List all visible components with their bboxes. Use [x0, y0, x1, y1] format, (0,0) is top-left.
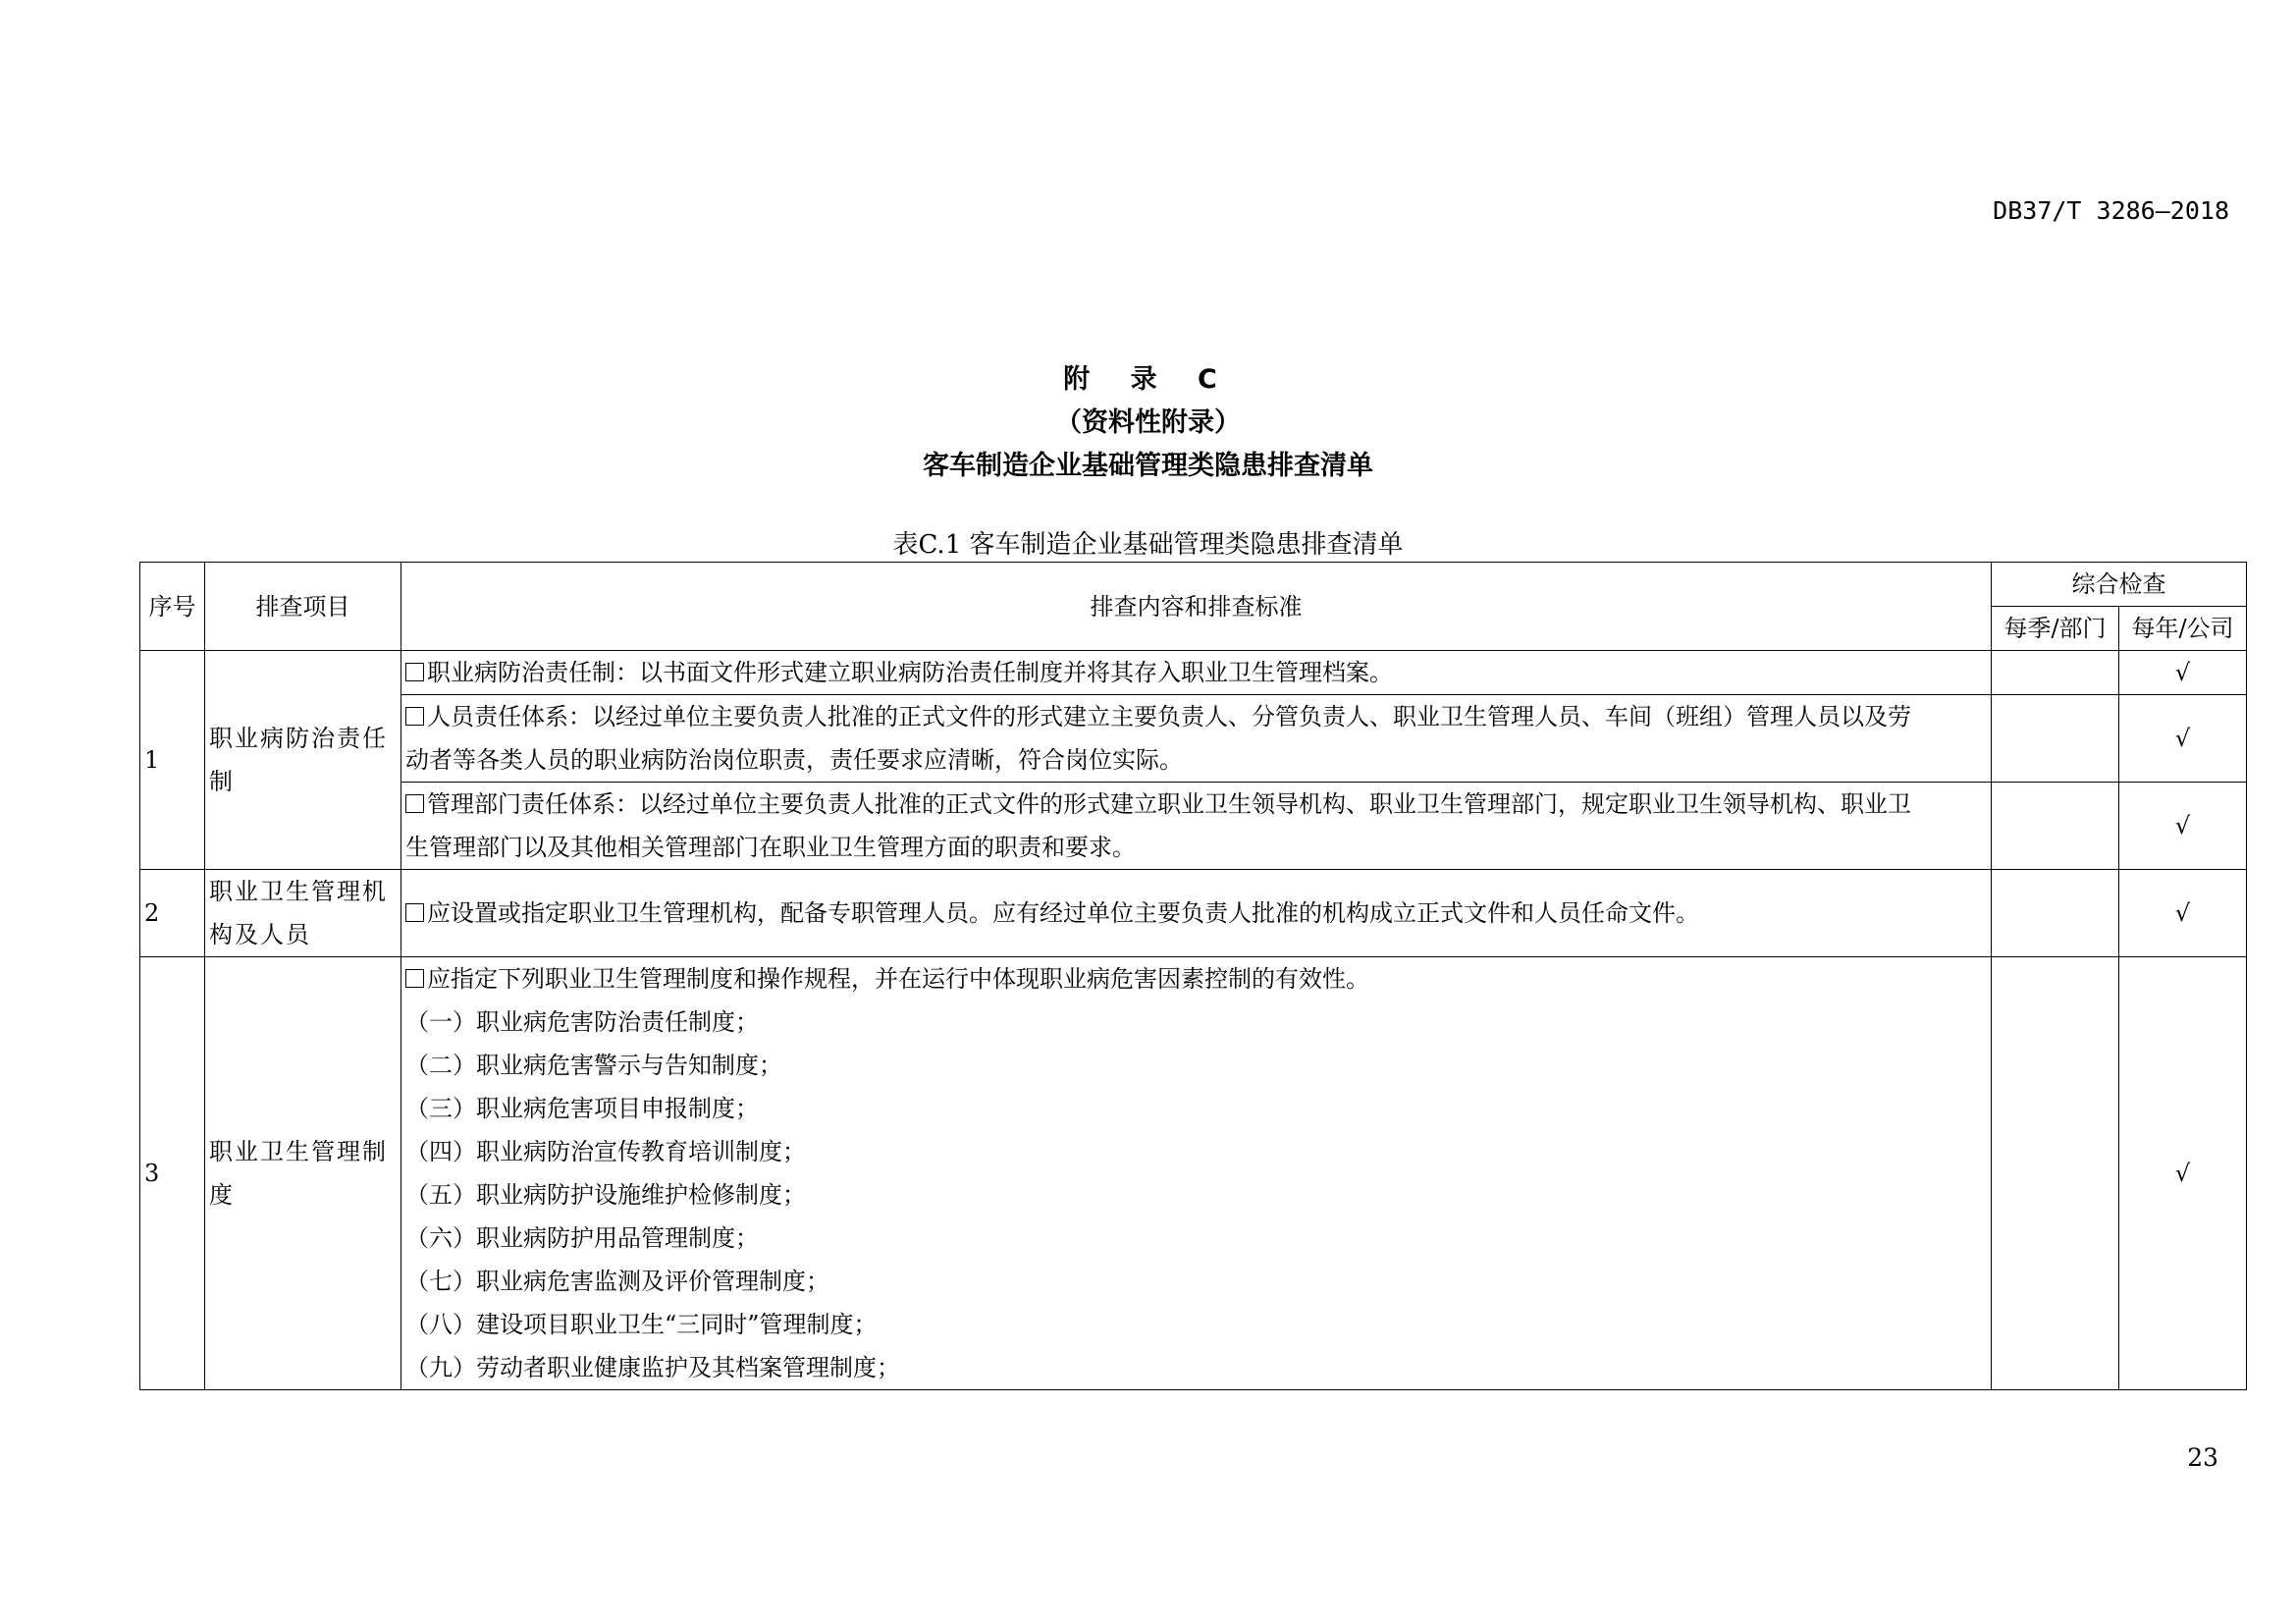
header-item: 排查项目	[205, 563, 401, 651]
table-row	[140, 695, 2247, 783]
content-line	[405, 1044, 1987, 1087]
content-text: （七）职业病危害监测及评价管理制度；	[405, 1268, 829, 1295]
yearly-check: √	[2119, 695, 2247, 783]
row-item: 职业卫生管理机构及人员	[205, 870, 401, 957]
checkbox-icon	[405, 707, 424, 726]
content-text: 应设置或指定职业卫生管理机构，配备专职管理人员。应有经过单位主要负责人批准的机构成立正式文件和人员任命文件。	[427, 899, 1699, 927]
content-text: 生管理部门以及其他相关管理部门在职业卫生管理方面的职责和要求。	[405, 834, 1136, 861]
quarterly-check	[1992, 651, 2119, 695]
content-line	[405, 1130, 1987, 1173]
content-first-line	[405, 783, 1987, 826]
yearly-check: √	[2119, 651, 2247, 695]
content-text: （二）职业病危害警示与告知制度；	[405, 1052, 782, 1079]
row-content	[401, 695, 1992, 783]
appendix-label: 附 录 C	[1063, 364, 1233, 395]
content-text: （五）职业病防护设施维护检修制度；	[405, 1181, 806, 1209]
yearly-check: √	[2119, 870, 2247, 957]
table-caption: 表C.1 客车制造企业基础管理类隐患排查清单	[892, 530, 1404, 560]
quarterly-check	[1992, 695, 2119, 783]
checkbox-icon	[405, 903, 424, 922]
checkbox-icon	[405, 794, 424, 813]
row-content	[401, 957, 1992, 1390]
content-line	[405, 1260, 1987, 1303]
appendix-type: （资料性附录）	[1055, 407, 1241, 438]
quarterly-check	[1992, 870, 2119, 957]
quarterly-check	[1992, 957, 2119, 1390]
header-quarterly: 每季/部门	[1992, 607, 2119, 651]
appendix-title: 客车制造企业基础管理类隐患排查清单	[923, 451, 1373, 481]
row-content	[401, 870, 1992, 957]
content-text: （四）职业病防治宣传教育培训制度；	[405, 1138, 806, 1165]
row-seq: 1	[140, 651, 205, 870]
checkbox-icon	[405, 969, 424, 988]
row-item: 职业卫生管理制度	[205, 957, 401, 1390]
table-body	[140, 651, 2247, 1390]
content-first-line	[405, 892, 1987, 935]
content-line	[405, 738, 1987, 782]
content-text: （六）职业病防护用品管理制度；	[405, 1224, 759, 1252]
content-first-line	[405, 651, 1987, 694]
row-content	[401, 783, 1992, 870]
content-first-line	[405, 695, 1987, 738]
content-text: （八）建设项目职业卫生“三同时”管理制度；	[405, 1311, 878, 1338]
content-text: 人员责任体系：以经过单位主要负责人批准的正式文件的形式建立主要负责人、分管负责人、职业卫生管理人员、车间（班组）管理人员以及劳	[427, 703, 1911, 730]
content-text: （九）劳动者职业健康监护及其档案管理制度；	[405, 1354, 900, 1381]
row-content	[401, 651, 1992, 695]
content-text: （三）职业病危害项目申报制度；	[405, 1095, 759, 1122]
content-text: 动者等各类人员的职业病防治岗位职责，责任要求应清晰，符合岗位实际。	[405, 746, 1183, 774]
content-text: 应指定下列职业卫生管理制度和操作规程，并在运行中体现职业病危害因素控制的有效性。	[427, 965, 1369, 993]
header-seq: 序号	[140, 563, 205, 651]
checklist-table	[139, 562, 2247, 1390]
content-line	[405, 1217, 1987, 1260]
content-line	[405, 1001, 1987, 1044]
header-comprehensive-check: 综合检查	[1992, 563, 2247, 607]
table-row	[140, 651, 2247, 695]
row-item: 职业病防治责任制	[205, 651, 401, 870]
content-line	[405, 1303, 1987, 1346]
header-content: 排查内容和排查标准	[401, 563, 1992, 651]
yearly-check: √	[2119, 783, 2247, 870]
row-seq: 2	[140, 870, 205, 957]
table-row	[140, 957, 2247, 1390]
content-text: 管理部门责任体系：以经过单位主要负责人批准的正式文件的形式建立职业卫生领导机构、职业卫生管理部门，规定职业卫生领导机构、职业卫	[427, 790, 1911, 818]
header-yearly: 每年/公司	[2119, 607, 2247, 651]
content-line	[405, 1087, 1987, 1130]
content-first-line	[405, 957, 1987, 1001]
quarterly-check	[1992, 783, 2119, 870]
checkbox-icon	[405, 663, 424, 681]
page-number: 23	[2187, 1443, 2218, 1472]
table-row	[140, 783, 2247, 870]
content-text: 职业病防治责任制：以书面文件形式建立职业病防治责任制度并将其存入职业卫生管理档案。	[427, 659, 1393, 686]
content-text: （一）职业病危害防治责任制度；	[405, 1008, 759, 1036]
row-seq: 3	[140, 957, 205, 1390]
content-line	[405, 826, 1987, 869]
content-line	[405, 1173, 1987, 1217]
yearly-check: √	[2119, 957, 2247, 1390]
table-row	[140, 870, 2247, 957]
document-code: DB37/T 3286—2018	[1993, 196, 2229, 225]
content-line	[405, 1346, 1987, 1389]
